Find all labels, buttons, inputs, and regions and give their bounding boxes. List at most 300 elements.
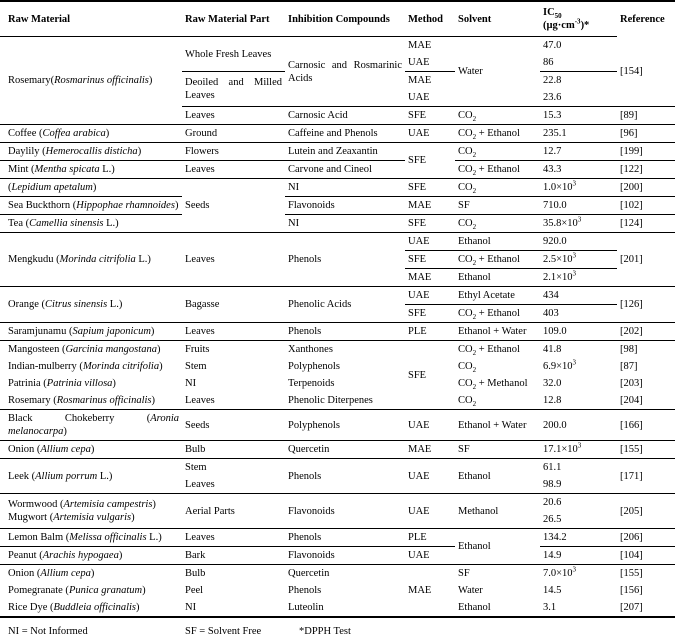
text-segment: 3 — [572, 269, 577, 278]
table-row — [0, 599, 675, 617]
text-segment: 2 — [472, 349, 477, 358]
text-segment: Saramjunamu ( — [8, 326, 73, 337]
text-segment: Black Chokeberry ( — [8, 413, 151, 424]
table-cell: Leaves — [182, 392, 285, 410]
species-name: Melissa officinalis — [69, 532, 147, 543]
text-segment: + Ethanol — [476, 164, 520, 175]
text-segment: Orange ( — [8, 299, 46, 310]
table-cell — [0, 215, 182, 233]
table-cell: Seeds — [182, 179, 285, 233]
text-segment: L.) — [99, 164, 115, 175]
table-cell — [540, 215, 617, 233]
table-cell: UAE — [405, 287, 455, 305]
table-cell: UAE — [405, 125, 455, 143]
table-cell: Leaves — [182, 233, 285, 287]
table-row — [0, 547, 675, 565]
text-segment: 3 — [577, 441, 582, 450]
text-segment: Wormwood ( — [8, 499, 64, 510]
text-segment: Peanut ( — [8, 550, 43, 561]
table-cell — [0, 161, 182, 179]
text-segment: 2 — [472, 133, 477, 142]
text-segment: Onion ( — [8, 568, 41, 579]
cell-line — [8, 498, 179, 511]
table-cell: Aerial Parts — [182, 494, 285, 529]
table-row — [0, 459, 675, 477]
table-cell: Phenolic Acids — [285, 287, 405, 323]
table-cell — [540, 251, 617, 269]
table-cell — [455, 341, 540, 359]
text-segment: ) — [90, 568, 95, 579]
table-cell: Carvone and Cineol — [285, 161, 405, 179]
text-segment: 7.0×10 — [543, 568, 573, 579]
table-cell: [207] — [620, 602, 643, 613]
table-cell: NI — [285, 179, 405, 197]
table-cell: Phenols — [285, 529, 405, 547]
table-cell: Phenols — [285, 323, 405, 341]
table-cell: Stem — [185, 361, 207, 372]
table-cell — [0, 143, 182, 161]
table-cell — [540, 179, 617, 197]
table-cell: Leaves — [182, 161, 285, 179]
species-name: Coffea arabica — [42, 128, 106, 139]
table-cell: 14.5 — [543, 585, 562, 596]
table-cell: Ethanol — [458, 602, 491, 613]
table-cell: 47.0 — [543, 40, 562, 51]
table-cell: Ethanol — [455, 459, 540, 494]
table-cell: [155] — [620, 568, 643, 579]
table-cell: 61.1 — [543, 462, 562, 473]
table-cell: Carnosic and Rosmarinic Acids — [285, 37, 405, 107]
table-cell: 710.0 — [540, 197, 617, 215]
species-name: Aronia melanocarpa — [8, 413, 179, 437]
text-segment: ) — [151, 395, 156, 406]
table-cell: 22.8 — [543, 75, 562, 86]
footnote-sf: SF = Solvent Free — [185, 626, 262, 637]
table-cell: 200.0 — [540, 410, 617, 441]
footnote-ni: NI = Not Informed — [8, 626, 88, 637]
table-cell — [455, 375, 540, 392]
text-segment: ) — [150, 326, 155, 337]
text-segment: + Ethanol — [476, 344, 520, 355]
text-segment: ) — [142, 585, 146, 596]
table-cell: 12.8 — [540, 392, 617, 410]
table-cell — [0, 410, 182, 441]
table-cell — [0, 287, 182, 323]
species-name: Morinda citrifolia — [82, 361, 160, 372]
table-row — [0, 341, 675, 359]
table-cell: [89] — [617, 107, 675, 125]
table-cell: Water — [455, 37, 540, 107]
table-cell: Flavonoids — [285, 197, 405, 215]
text-segment: CO — [458, 361, 473, 372]
table-footnotes — [0, 618, 675, 638]
table-cell: Methanol — [455, 494, 540, 529]
text-segment: CO — [458, 110, 473, 121]
text-segment: 2 — [472, 151, 477, 160]
text-segment: CO — [458, 128, 473, 139]
table-cell — [0, 392, 182, 410]
text-segment: 3 — [572, 565, 577, 574]
table-cell: [206] — [617, 529, 675, 547]
table-cell: SFE — [405, 305, 455, 323]
header-cell: Method — [405, 1, 455, 37]
table-cell: UAE — [405, 459, 455, 494]
table-cell — [540, 269, 617, 287]
table-row — [0, 529, 675, 547]
table-cell: 43.3 — [540, 161, 617, 179]
table-cell: [104] — [617, 547, 675, 565]
table-cell: [87] — [620, 361, 638, 372]
table-cell: Ethanol + Water — [455, 410, 540, 441]
table-cell — [0, 565, 182, 583]
table-cell: MAE — [408, 40, 432, 51]
text-segment: (µg·cm — [543, 20, 575, 31]
table-cell — [0, 529, 182, 547]
table-cell: UAE — [405, 233, 455, 251]
table-cell: Phenols — [285, 233, 405, 287]
table-cell: [156] — [620, 585, 643, 596]
table-cell: Lutein and Zeaxantin — [285, 143, 405, 161]
table-cell: [200] — [617, 179, 675, 197]
table-cell: Deoiled and Milled Leaves — [182, 72, 285, 107]
text-segment: ) — [63, 426, 67, 437]
table-cell: 109.0 — [540, 323, 617, 341]
species-name: Allium cepa — [40, 444, 91, 455]
header-cell: Inhibition Compounds — [285, 1, 405, 37]
text-segment: + Ethanol — [476, 254, 520, 265]
table-cell — [0, 197, 182, 215]
table-cell — [455, 107, 540, 125]
text-segment: CO — [458, 378, 473, 389]
table-cell: Ethanol + Water — [455, 323, 540, 341]
table-cell: PLE — [405, 323, 455, 341]
text-segment: ) — [152, 499, 156, 510]
cell-line — [8, 511, 179, 524]
text-segment: Onion ( — [8, 444, 41, 455]
table-row — [0, 323, 675, 341]
table-cell: Flowers — [182, 143, 285, 161]
table-header — [0, 1, 675, 37]
text-segment: CO — [458, 344, 473, 355]
text-segment: ) — [174, 200, 179, 211]
table-row — [0, 494, 675, 512]
text-segment: Patrinia ( — [8, 378, 47, 389]
species-name: Rosmarinus officinalis — [54, 75, 149, 86]
text-segment: Leek ( — [8, 470, 36, 482]
table-cell: Luteolin — [288, 602, 324, 613]
table-cell: Phenols — [285, 459, 405, 494]
table-row — [0, 215, 675, 233]
table-cell — [0, 179, 182, 197]
text-segment: L.) — [107, 299, 123, 310]
table-row — [0, 287, 675, 305]
table-cell: 15.3 — [540, 107, 617, 125]
text-segment: 3 — [572, 179, 577, 188]
table-cell: Fruits — [185, 344, 210, 355]
text-segment: ) — [137, 146, 142, 157]
text-segment: ( — [8, 182, 12, 193]
table-cell — [455, 358, 540, 375]
text-segment: 2 — [472, 259, 477, 268]
text-segment: + Ethanol — [476, 308, 520, 319]
table-cell: SFE — [405, 143, 455, 179]
species-name: Arachis hypogaea — [42, 550, 119, 561]
table-cell — [455, 179, 540, 197]
table-cell: Carnosic Acid — [285, 107, 405, 125]
text-segment: 17.1×10 — [543, 444, 578, 455]
table-row — [0, 392, 675, 410]
table-cell: SFE — [405, 341, 455, 410]
table-row — [0, 143, 675, 161]
table-row — [0, 565, 675, 583]
text-segment: ) — [90, 444, 95, 455]
table-cell: Phenolic Diterpenes — [285, 392, 405, 410]
text-segment: L.) — [97, 470, 113, 482]
text-segment: + Ethanol — [476, 128, 520, 139]
table-cell — [0, 37, 182, 125]
table-cell: Peel — [185, 585, 204, 596]
table-cell — [455, 251, 540, 269]
table-row — [0, 582, 675, 599]
header-cell: Raw Material — [0, 1, 182, 37]
species-name: Hemerocallis disticha — [45, 146, 138, 157]
header-cell: Reference — [620, 13, 665, 25]
table-cell: Bulb — [182, 441, 285, 459]
species-name: Morinda citrifolia — [59, 254, 136, 265]
text-segment: Indian-mulberry ( — [8, 361, 83, 372]
table-cell: NI — [185, 378, 197, 389]
table-cell: [102] — [617, 197, 675, 215]
table-cell — [455, 305, 540, 323]
table-cell: [204] — [617, 392, 675, 410]
table-cell — [0, 582, 182, 599]
table-cell: Polyphenols — [288, 361, 340, 372]
table-row — [0, 358, 675, 375]
header-cell: Solvent — [455, 1, 540, 37]
table-cell: [98] — [620, 344, 638, 355]
table-cell: MAE — [405, 269, 455, 287]
table-cell: Quercetin — [285, 441, 405, 459]
text-segment: -3 — [574, 17, 581, 26]
table-cell: 235.1 — [540, 125, 617, 143]
table-cell: 41.8 — [543, 344, 562, 355]
table-cell: SFE — [405, 215, 455, 233]
table-cell: Leaves — [182, 323, 285, 341]
text-segment: Rosemary ( — [8, 395, 57, 406]
table-cell: MAE — [408, 585, 432, 596]
text-segment: CO — [458, 395, 473, 406]
text-segment: ) — [131, 512, 135, 523]
table-cell: Polyphenols — [285, 410, 405, 441]
table-cell: UAE — [405, 54, 455, 72]
text-segment: ) — [156, 344, 161, 355]
species-name: Allium cepa — [40, 568, 91, 579]
table-cell — [0, 494, 182, 529]
table-cell: Water — [458, 585, 483, 596]
table-cell: SFE — [405, 107, 455, 125]
text-segment: 2.5×10 — [543, 254, 573, 265]
text-segment: 1.0×10 — [543, 182, 573, 193]
table-row — [0, 410, 675, 441]
table-cell — [0, 358, 182, 375]
text-segment: ) — [92, 182, 97, 193]
text-segment: CO — [458, 164, 473, 175]
table-cell: Flavonoids — [285, 494, 405, 529]
text-segment: 2.1×10 — [543, 272, 573, 283]
text-segment: Sea Buckthorn ( — [8, 200, 77, 211]
table-cell: MAE — [405, 197, 455, 215]
text-segment: 2 — [472, 313, 477, 322]
table-cell: [171] — [617, 459, 675, 494]
table-cell — [0, 441, 182, 459]
table-cell: SF — [455, 197, 540, 215]
table-cell: PLE — [405, 529, 455, 547]
table-cell: Whole Fresh Leaves — [182, 37, 285, 72]
table-cell — [0, 341, 182, 359]
table-cell — [455, 392, 540, 410]
table-cell: 86 — [540, 54, 617, 72]
text-segment: Rice Dye ( — [8, 602, 54, 613]
table-cell: NI — [285, 215, 405, 233]
species-name: Rosmarinus officinalis — [56, 395, 152, 406]
table-cell: 26.5 — [540, 511, 617, 529]
table-cell: UAE — [405, 410, 455, 441]
table-cell: [199] — [617, 143, 675, 161]
text-segment: ) — [148, 75, 153, 86]
text-segment: Daylily ( — [8, 146, 46, 157]
text-segment: + Methanol — [476, 378, 528, 389]
text-segment: 3 — [572, 251, 577, 260]
text-segment: CO — [458, 182, 473, 193]
table-cell: [124] — [617, 215, 675, 233]
text-segment: 3 — [572, 358, 577, 367]
table-cell: [205] — [617, 494, 675, 529]
table-cell — [540, 441, 617, 459]
table-cell: Ground — [182, 125, 285, 143]
text-segment: 2 — [472, 383, 477, 392]
table-cell: [155] — [617, 441, 675, 459]
table-row — [0, 441, 675, 459]
table-cell: 12.7 — [540, 143, 617, 161]
species-name: Garcinia mangostana — [65, 344, 157, 355]
table-body — [0, 37, 675, 618]
table-cell: Flavonoids — [285, 547, 405, 565]
table-cell — [0, 323, 182, 341]
text-segment: Rosemary( — [8, 75, 55, 86]
species-name: Hippophae rhamnoides — [76, 200, 175, 211]
text-segment: 2 — [472, 115, 477, 124]
species-name: Camellia sinensis — [29, 218, 104, 229]
table-row — [0, 179, 675, 197]
table-cell: Ethanol — [455, 269, 540, 287]
species-name: Artemisia campestris — [63, 499, 153, 510]
species-name: Patrinia villosa — [46, 378, 113, 389]
text-segment: 2 — [472, 400, 477, 409]
table-cell: [201] — [617, 233, 675, 287]
table-cell — [455, 215, 540, 233]
table-cell — [540, 358, 617, 375]
text-segment: Lemon Balm ( — [8, 532, 70, 543]
table-cell: 403 — [540, 305, 617, 323]
table-cell — [540, 565, 617, 583]
table-row — [0, 125, 675, 143]
text-segment: 50 — [554, 12, 562, 21]
table-cell: Stem — [185, 462, 207, 473]
table-cell: Xanthones — [288, 344, 333, 355]
footnote-dpph: *DPPH Test — [299, 626, 351, 637]
text-segment: Mint ( — [8, 164, 35, 175]
table-cell: Leaves — [182, 107, 285, 125]
table-row — [0, 161, 675, 179]
text-segment: 6.9×10 — [543, 361, 573, 372]
table-cell: MAE — [408, 75, 432, 86]
table-cell — [0, 459, 182, 494]
table-cell — [455, 125, 540, 143]
table-cell: [126] — [617, 287, 675, 323]
table-cell: Ethanol — [455, 233, 540, 251]
text-segment: 2 — [472, 223, 477, 232]
text-segment: Pomegranate ( — [8, 585, 69, 596]
table-row — [0, 37, 675, 55]
table-cell: [166] — [617, 410, 675, 441]
table-cell: UAE — [405, 494, 455, 529]
table-cell — [0, 547, 182, 565]
text-segment: Mengkudu ( — [8, 254, 60, 265]
table-cell: 14.9 — [540, 547, 617, 565]
species-name: Sapium japonicum — [72, 326, 151, 337]
table-cell — [0, 125, 182, 143]
text-segment: CO — [458, 254, 473, 265]
species-name: Citrus sinensis — [45, 299, 108, 310]
table-cell — [455, 161, 540, 179]
table-cell: Bulb — [185, 568, 206, 579]
text-segment: ) — [112, 378, 116, 389]
table-cell: 134.2 — [540, 529, 617, 547]
table-cell: Ethanol — [455, 529, 540, 565]
table-cell: Caffeine and Phenols — [285, 125, 405, 143]
table-cell: 98.9 — [540, 476, 617, 494]
table-row — [0, 233, 675, 251]
table-cell: Quercetin — [288, 568, 330, 579]
table-cell — [0, 233, 182, 287]
header-cell: Raw Material Part — [182, 1, 285, 37]
text-segment: Mugwort ( — [8, 512, 54, 523]
text-segment: L.) — [135, 254, 151, 265]
text-segment: )* — [580, 20, 590, 31]
species-name: Buddleia officinalis — [53, 602, 137, 613]
text-segment: ) — [105, 128, 110, 139]
table-cell: [96] — [617, 125, 675, 143]
table-cell: Terpenoids — [288, 378, 335, 389]
text-segment: ) — [118, 550, 123, 561]
table-cell — [455, 143, 540, 161]
species-name: Allium porrum — [35, 470, 98, 482]
species-name: Artemisia vulgaris — [53, 512, 132, 523]
table-cell: [122] — [617, 161, 675, 179]
table-cell: NI — [185, 602, 197, 613]
table-cell: Seeds — [182, 410, 285, 441]
species-name: Mentha spicata — [34, 164, 100, 175]
table-cell: Ethyl Acetate — [455, 287, 540, 305]
table-cell: SFE — [405, 251, 455, 269]
table-cell: Bagasse — [182, 287, 285, 323]
table-cell: UAE — [405, 547, 455, 565]
text-segment: Coffee ( — [8, 128, 43, 139]
text-segment: ) — [159, 361, 163, 372]
cell-line — [543, 19, 614, 32]
table-cell: [202] — [617, 323, 675, 341]
text-segment: Mangosteen ( — [8, 344, 66, 355]
